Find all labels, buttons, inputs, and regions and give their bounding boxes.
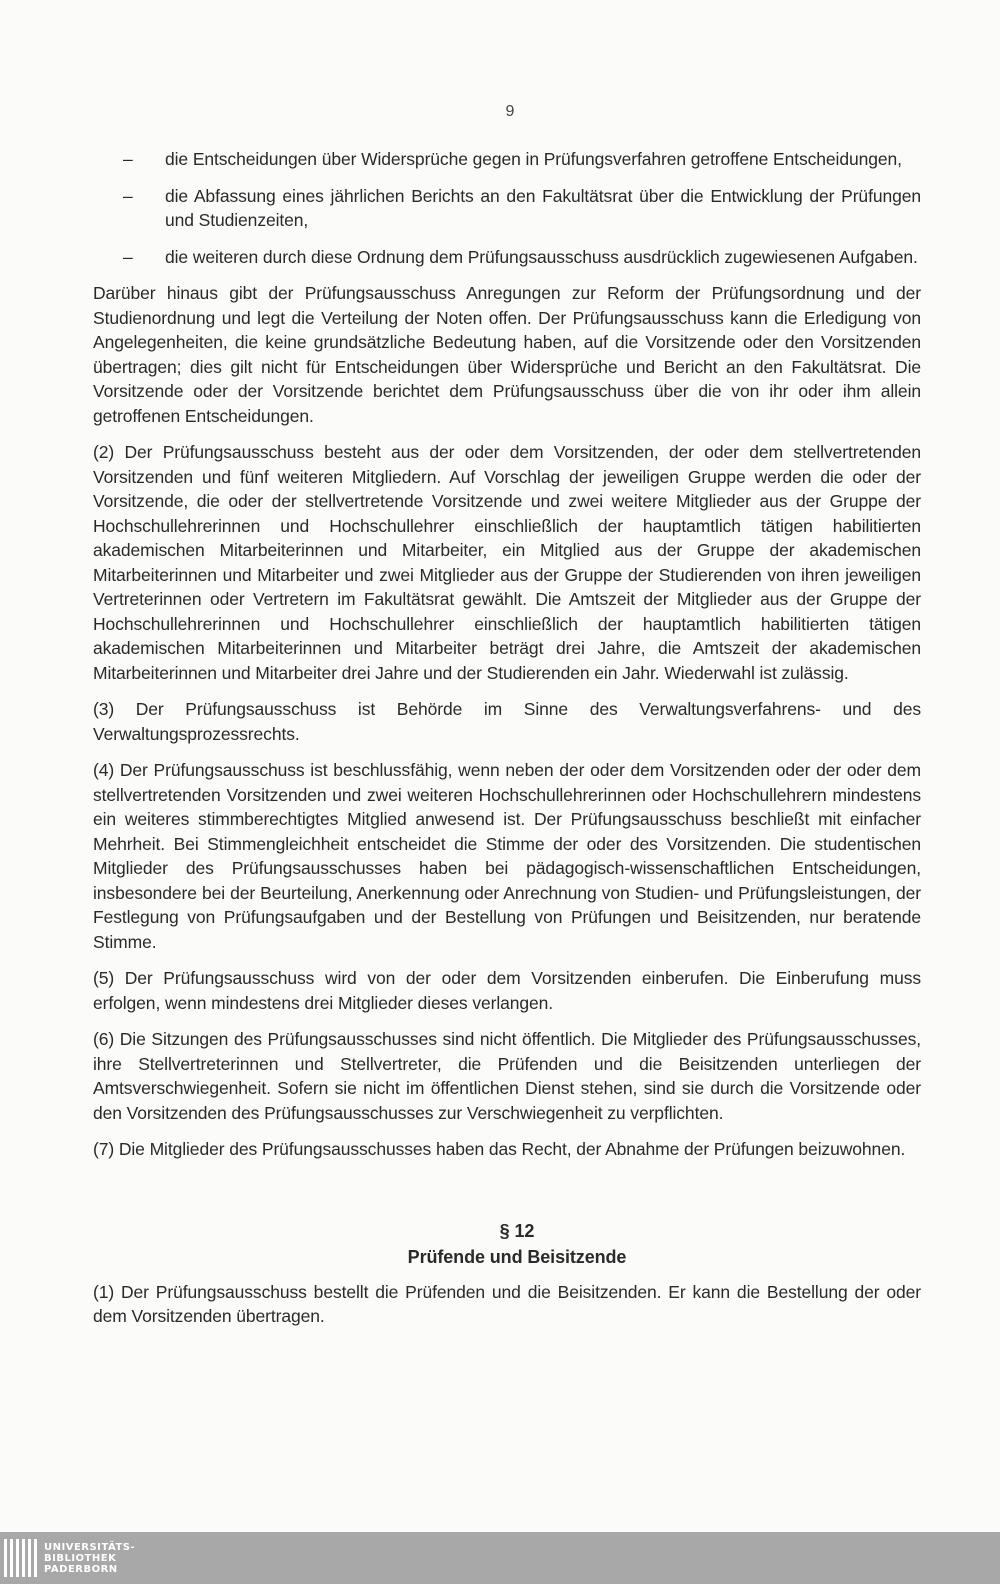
section-number: § 12 xyxy=(499,1220,535,1241)
library-footer xyxy=(0,1532,1000,1584)
dash-bullet: – xyxy=(123,185,133,206)
paragraph-5: (5) Der Prüfungsausschuss wird von der oder dem Vorsitzenden einberufen. Die Einberufung muss erfolgen, wenn mindestens drei Mitglieder dieses verlangen. xyxy=(93,968,921,1013)
logo-line-1: UNIVERSITÄTS- xyxy=(44,1541,136,1553)
section-title: Prüfende und Beisitzende xyxy=(407,1246,627,1267)
logo-text xyxy=(44,1542,135,1575)
section-paragraph-1: (1) Der Prüfungsausschuss bestellt die Prüfenden und die Beisitzenden. Er kann die Bestellung der oder dem Vorsitzenden übertragen. xyxy=(93,1281,921,1326)
dash-bullet: – xyxy=(123,149,133,169)
paragraph-2: (2) Der Prüfungsausschuss besteht aus der oder dem Vorsitzenden, der oder dem stellvertretenden Vorsitzenden und fünf weiteren Mitgliedern. Auf Vorschlag der jeweiligen Gruppe werden die oder der Vorsitzende, die oder der stellvertretende Vorsitzende und zwei weitere Mitglieder aus der Gruppe der Hochschullehrerinnen und Hochschullehrer einschließlich der hauptamtlich tätigen habilitierten akademischen Mitarbeiterinnen und Mitarbeiter, ein Mitglied aus der Gruppe der akademischen Mitarbeiterinnen und Mitarbeiter und zwei Mitglieder aus der Gruppe der Studierenden von ihren jeweiligen Vertreterinnen oder Vertretern im Fakultätsrat gewählt. Die Amtszeit der Mitglieder aus der Gruppe der Hochschullehrerinnen und Hochschullehrer einschließlich der hauptamtlich habilitierten tätigen akademischen Mitarbeiterinnen und Mitarbeiter beträgt drei Jahre, die Amtszeit der akademischen Mitarbeiterinnen und Mitarbeiter drei Jahre und der Studierenden ein Jahr. Wiederwahl ist zulässig. xyxy=(93,442,921,683)
duties-list xyxy=(93,147,921,269)
list-item xyxy=(93,245,921,270)
list-item xyxy=(93,184,921,233)
list-item xyxy=(93,147,921,172)
logo-bars-icon xyxy=(4,1539,40,1577)
logo-line-2: BIBLIOTHEK xyxy=(44,1552,117,1564)
dash-bullet: – xyxy=(123,246,133,267)
paragraph-7: (7) Die Mitglieder des Prüfungsausschusses haben das Recht, der Abnahme der Prüfungen beizuwohnen. xyxy=(93,1139,906,1159)
library-logo xyxy=(4,1536,135,1580)
paragraph-3: (3) Der Prüfungsausschuss ist Behörde im Sinne des Verwaltungsverfahrens- und des Verwaltungsprozessrechts. xyxy=(93,699,921,744)
section-heading xyxy=(93,1218,921,1270)
list-item-text: die weiteren durch diese Ordnung dem Prüfungsausschuss ausdrücklich zugewiesenen Aufgaben. xyxy=(165,246,918,267)
document-body xyxy=(93,147,921,1341)
paragraph-6: (6) Die Sitzungen des Prüfungsausschusses sind nicht öffentlich. Die Mitglieder des Prüfungsausschusses, ihre Stellvertreterinnen und Stellvertreter, die Prüfenden und die Beisitzenden unterliegen der Amtsverschwiegenheit. Sofern sie nicht im öffentlichen Dienst stehen, sind sie durch die Vorsitzende oder den Vorsitzenden des Prüfungsausschusses zur Verschwiegenheit zu verpflichten. xyxy=(93,1029,921,1123)
paragraph-4: (4) Der Prüfungsausschuss ist beschlussfähig, wenn neben der oder dem Vorsitzenden oder der oder dem stellvertretenden Vorsitzenden und zwei weiteren Hochschullehrerinnen oder Hochschullehrern mindestens ein weiteres stimmberechtigtes Mitglied anwesend ist. Der Prüfungsausschuss beschließt mit einfacher Mehrheit. Bei Stimmengleichheit entscheidet die Stimme der oder des Vorsitzenden. Die studentischen Mitglieder des Prüfungsausschusses haben bei pädagogisch-wissenschaftlichen Entscheidungen, insbesondere bei der Beurteilung, Anerkennung oder Anrechnung von Studien- und Prüfungsleistungen, der Festlegung von Prüfungsaufgaben und der Bestellung von Prüfungen und Beisitzenden, nur beratende Stimme. xyxy=(93,760,921,952)
list-item-text: die Abfassung eines jährlichen Berichts an den Fakultätsrat über die Entwicklung der Prüfungen und Studienzeiten, xyxy=(165,185,921,230)
list-item-text: die Entscheidungen über Widersprüche gegen in Prüfungsverfahren getroffene Entscheidungen, xyxy=(165,149,902,169)
logo-line-3: PADERBORN xyxy=(44,1563,118,1575)
page-number: 9 xyxy=(505,103,515,120)
paragraph-continuation: Darüber hinaus gibt der Prüfungsausschuss Anregungen zur Reform der Prüfungsordnung und der Studienordnung und legt die Verteilung der Noten offen. Der Prüfungsausschuss kann die Erledigung von Angelegenheiten, die keine grundsätzliche Bedeutung haben, auf die Vorsitzende oder den Vorsitzenden übertragen; dies gilt nicht für Entscheidungen über Widersprüche und Bericht an den Fakultätsrat. Die Vorsitzende oder der Vorsitzende berichtet dem Prüfungsausschuss über die von ihr oder ihm allein getroffenen Entscheidungen. xyxy=(93,283,921,426)
